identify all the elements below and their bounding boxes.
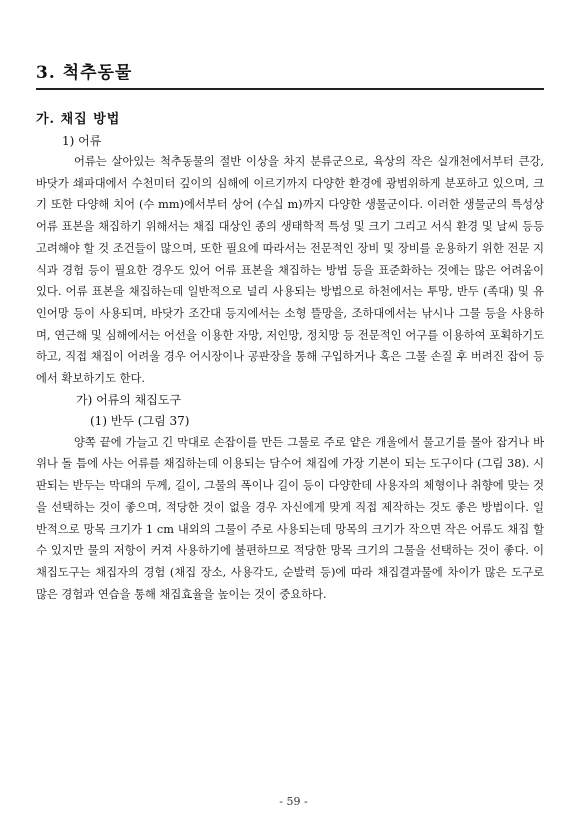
title-underline bbox=[36, 88, 544, 90]
paragraph-bandu: 양쪽 끝에 가늘고 긴 막대로 손잡이를 만든 그물로 주로 얕은 개울에서 물고기를 몰아 잡거나 바위나 돌 틈에 사는 어류를 채집하는데 이용되는 담수어 채집에 가장 기본이 되는 도구이다 (그림 38). 시판되는 반두는 막대의 두께, 길이, 그물의 폭이나 길이 등이 다양한데 사용자의 체형이나 취향에 맞는 것을 선택하는 것이 좋으며, 적당한 것이 없을 경우 자신에게 맞게 직접 제작하는 것도 좋은 방법이다. 일반적으로 망목 크기가 1 cm 내외의 그물이 주로 사용되는데 망목의 크기가 작으면 작은 어류도 채집 할 수 있지만 물의 저항이 커져 사용하기에 불편하므로 적당한 망목 크기의 그물을 선택하는 것이 좋다. 이 채집도구는 채집자의 경험 (채집 장소, 사용각도, 순발력 등)에 따라 채집결과물에 차이가 많은 도구로 많은 경험과 연습을 통해 채집효율을 높이는 것이 중요하다. bbox=[36, 435, 544, 601]
subsection-title: 가. 채집 방법 bbox=[36, 112, 121, 127]
section-title: 3. 척추동물 bbox=[36, 63, 133, 83]
item-heading-collection-tools: 가) 어류의 채집도구 bbox=[76, 392, 182, 407]
item-heading-fish: 1) 어류 bbox=[62, 134, 102, 148]
page-number: - 59 - bbox=[279, 795, 308, 808]
item-heading-bandu: (1) 반두 (그림 37) bbox=[90, 413, 190, 428]
paragraph-fish-overview: 어류는 살아있는 척추동물의 절반 이상을 차지 분류군으로, 육상의 작은 실개천에서부터 큰강, 바닷가 쇄파대에서 수천미터 깊이의 심해에 이르기까지 다양한 환경에 광범위하게 분포하고 있으며, 크기 또한 다양해 치어 (수 mm)에서부터 상어 (수십 m)까지 다양한 생물군이다. 이러한 생물군의 특성상 어류 표본을 채집하기 위해서는 채집 대상인 종의 생태학적 특성 및 크기 그리고 서식 환경 및 날씨 등등 고려해야 할 것 조건들이 많으며, 또한 필요에 따라서는 전문적인 장비 및 장비를 운용하기 위한 전문 지식과 경험 등이 필요한 경우도 있어 어류 표본을 채집하는 방법 등을 표준화하는 것에는 많은 어려움이 있다. 어류 표본을 채집하는데 일반적으로 널리 사용되는 방법으로 하천에서는 투망, 반두 (족대) 및 유인어망 등이 사용되며, 바닷가 조간대 등지에서는 소형 뜰망을, 조하대에서는 낚시나 그물 등을 사용하며, 연근해 및 심해에서는 어선을 이용한 자망, 저인망, 정치망 등 전문적인 어구를 이용하여 포획하기도 하고, 직접 채집이 어려울 경우 어시장이나 공판장을 통해 구입하거나 혹은 그물 손질 후 버려진 잡어 등에서 확보하기도 한다. bbox=[36, 155, 544, 386]
